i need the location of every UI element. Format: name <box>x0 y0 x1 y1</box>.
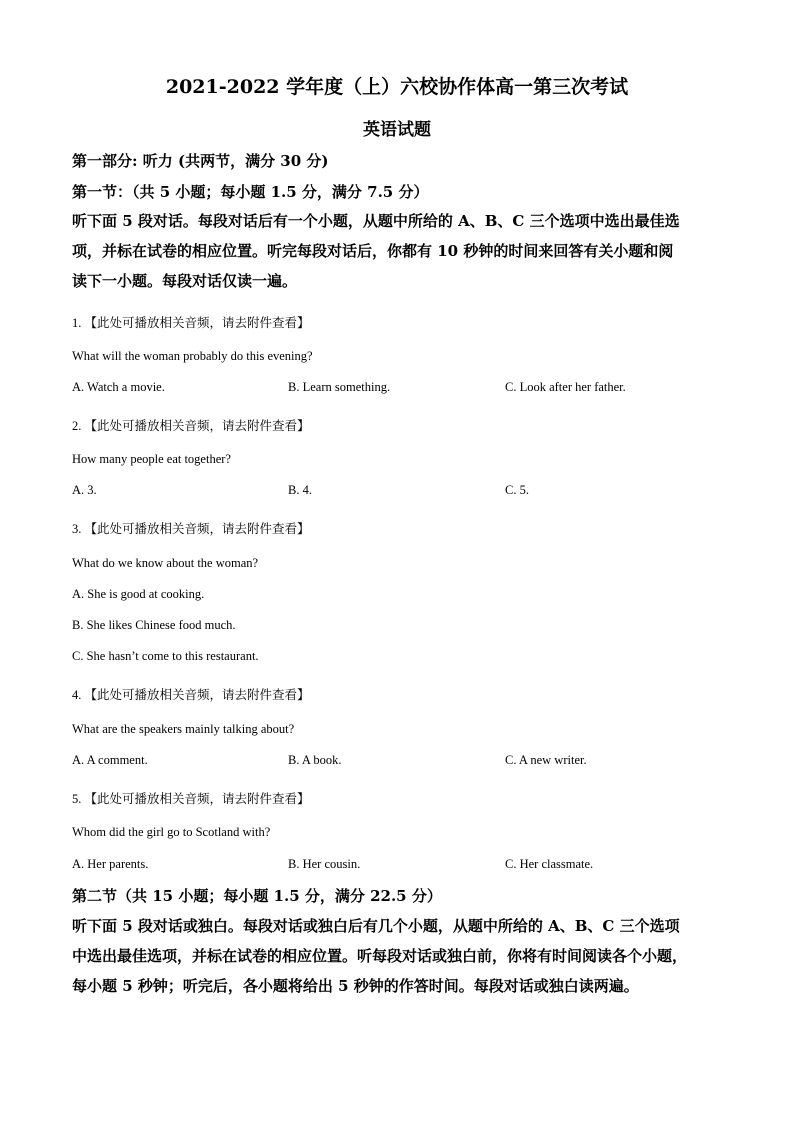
audio-placeholder-q2[interactable]: 2. 【此处可播放相关音频，请去附件查看】 <box>72 419 310 433</box>
option-c-q5: C. Her classmate. <box>505 857 594 871</box>
option-b-q1: B. Learn something. <box>288 380 391 394</box>
option-b-q4: B. A book. <box>288 753 342 767</box>
option-b-q5: B. Her cousin. <box>288 857 361 871</box>
instruction-line: 听下面 5 段对话。每段对话后有一个小题，从题中所给的 A、B、C 三个选项中选出最佳选 <box>72 212 680 230</box>
audio-placeholder-q3[interactable]: 3. 【此处可播放相关音频，请去附件查看】 <box>72 522 310 536</box>
option-a-q3: A. She is good at cooking. <box>72 587 205 601</box>
option-a-q5: A. Her parents. <box>72 857 149 871</box>
option-a-q2: A. 3. <box>72 483 97 497</box>
question-stem-q5: Whom did the girl go to Scotland with? <box>72 825 271 839</box>
section1-heading: 第一节：（共 5 小题；每小题 1.5 分，满分 7.5 分） <box>72 183 429 201</box>
option-a-q1: A. Watch a movie. <box>72 380 165 394</box>
section2-instructions <box>72 911 724 1001</box>
audio-placeholder-q4[interactable]: 4. 【此处可播放相关音频，请去附件查看】 <box>72 688 310 702</box>
question-stem-q1: What will the woman probably do this evening? <box>72 349 313 363</box>
audio-placeholder-q1[interactable]: 1. 【此处可播放相关音频，请去附件查看】 <box>72 316 310 330</box>
option-a-q4: A. A comment. <box>72 753 148 767</box>
option-b-q3: B. She likes Chinese food much. <box>72 618 236 632</box>
question-stem-q2: How many people eat together? <box>72 452 231 466</box>
question-stem-q3: What do we know about the woman? <box>72 556 259 570</box>
part1-heading: 第一部分: 听力 (共两节，满分 30 分) <box>72 152 329 170</box>
section2-heading: 第二节（共 15 小题；每小题 1.5 分，满分 22.5 分） <box>72 887 442 905</box>
question-stem-q4: What are the speakers mainly talking about? <box>72 722 295 736</box>
option-b-q2: B. 4. <box>288 483 312 497</box>
instruction-line: 读下一小题。每段对话仅读一遍。 <box>72 272 298 290</box>
option-c-q4: C. A new writer. <box>505 753 587 767</box>
option-c-q2: C. 5. <box>505 483 529 497</box>
audio-placeholder-q5[interactable]: 5. 【此处可播放相关音频，请去附件查看】 <box>72 792 310 806</box>
instruction-line: 项，并标在试卷的相应位置。听完每段对话后，你都有 10 秒钟的时间来回答有关小题和阅 <box>72 242 674 260</box>
option-c-q1: C. Look after her father. <box>505 380 626 394</box>
instruction-line: 听下面 5 段对话或独白。每段对话或独白后有几个小题，从题中所给的 A、B、C 三个选项 <box>72 917 680 935</box>
section1-instructions <box>72 206 724 296</box>
instruction-line: 每小题 5 秒钟；听完后，各小题将给出 5 秒钟的作答时间。每段对话或独白读两遍。 <box>72 977 639 995</box>
exam-subtitle: 英语试题 <box>363 120 431 140</box>
instruction-line: 中选出最佳选项，并标在试卷的相应位置。听每段对话或独白前，你将有时间阅读各个小题， <box>72 947 688 965</box>
exam-title: 2021-2022 学年度（上）六校协作体高一第三次考试 <box>165 76 629 98</box>
option-c-q3: C. She hasn’t come to this restaurant. <box>72 649 259 663</box>
